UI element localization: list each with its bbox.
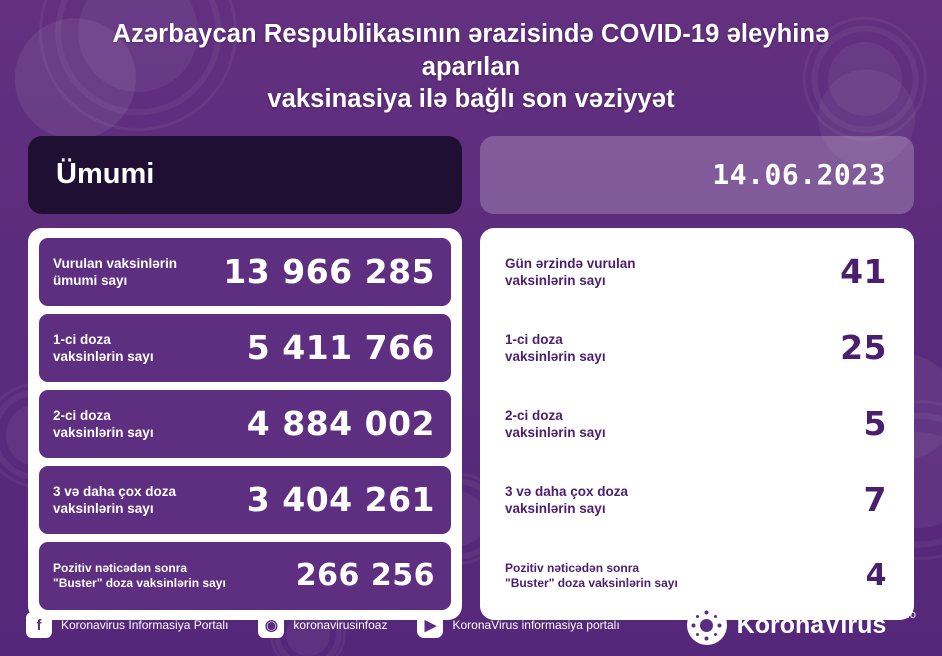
row-label	[53, 561, 226, 592]
table-row	[491, 466, 903, 534]
column-total	[28, 136, 462, 620]
page-title-line1: Azərbaycan Respublikasının ərazisində COVID-19 əleyhinə aparılan	[112, 20, 830, 81]
table-row	[39, 314, 451, 382]
footer	[0, 594, 942, 656]
row-label-line1: Pozitiv nəticədən sonra	[53, 560, 188, 575]
social-facebook[interactable]	[26, 612, 228, 638]
brand-logo	[687, 605, 916, 645]
row-label	[505, 483, 628, 518]
table-row	[39, 390, 451, 458]
social-instagram-label: koronavirusinfoaz	[293, 618, 388, 632]
row-label-line2: "Buster" doza vaksinlərin sayı	[505, 575, 678, 590]
social-instagram[interactable]	[258, 612, 387, 638]
row-label-line1: Vurulan vaksinlərin	[53, 255, 178, 271]
table-row	[491, 314, 903, 382]
row-value: 7	[863, 480, 887, 520]
row-label-line1: 3 və daha çox doza	[505, 483, 629, 499]
table-row	[491, 390, 903, 458]
social-youtube[interactable]	[417, 612, 619, 638]
instagram-icon[interactable]: ◉	[258, 612, 284, 638]
row-value: 13 966 285	[223, 252, 435, 292]
column-daily	[480, 136, 914, 620]
row-value: 4	[865, 558, 887, 594]
row-label	[53, 255, 177, 290]
row-value: 4 884 002	[246, 404, 435, 444]
virus-logo-icon	[687, 605, 727, 645]
column-daily-card	[480, 228, 914, 620]
row-label-line1: 1-ci doza	[53, 331, 111, 347]
column-daily-date: 14.06.2023	[712, 158, 886, 192]
row-label	[505, 331, 606, 366]
brand-name: KoronaVirus	[736, 610, 887, 639]
row-value: 5	[863, 404, 887, 444]
row-label	[53, 331, 154, 366]
row-label-line2: vaksinlərin sayı	[505, 424, 606, 440]
row-value: 5 411 766	[246, 328, 435, 368]
page-title-line2: vaksinasiya ilə bağlı son vəziyyət	[267, 85, 675, 114]
columns-container	[0, 126, 942, 620]
youtube-icon[interactable]: ▶	[417, 612, 443, 638]
facebook-icon[interactable]: f	[26, 612, 52, 638]
brand-suffix: info	[898, 609, 916, 621]
column-total-title: Ümumi	[56, 158, 155, 191]
row-label-line2: ümumi sayı	[53, 272, 128, 288]
row-label-line2: vaksinlərin sayı	[505, 348, 606, 364]
social-facebook-label: Koronavirus İnformasiya Portalı	[61, 618, 229, 632]
row-value: 25	[840, 328, 887, 368]
table-row	[491, 238, 903, 306]
row-label-line1: 1-ci doza	[505, 331, 563, 347]
page-title	[60, 18, 882, 116]
table-row	[39, 466, 451, 534]
row-label-line2: vaksinlərin sayı	[53, 348, 154, 364]
row-value: 41	[840, 252, 887, 292]
row-label-line1: 2-ci doza	[505, 407, 563, 423]
row-label-line2: vaksinlərin sayı	[505, 272, 606, 288]
row-label-line1: 2-ci doza	[53, 407, 111, 423]
row-label	[505, 561, 678, 592]
social-youtube-label: KoronaVirus informasiya portalı	[452, 618, 620, 632]
row-label-line2: "Buster" doza vaksinlərin sayı	[53, 575, 226, 590]
column-daily-header	[480, 136, 914, 214]
row-label-line1: Gün ərzində vurulan	[505, 255, 636, 271]
row-label	[505, 407, 606, 442]
row-value: 3 404 261	[246, 480, 435, 520]
column-total-card	[28, 228, 462, 620]
row-label	[53, 483, 176, 518]
page-header	[0, 0, 942, 126]
row-label-line2: vaksinlərin sayı	[53, 500, 154, 516]
row-label-line1: Pozitiv nəticədən sonra	[505, 560, 640, 575]
row-label	[505, 255, 636, 290]
column-total-header	[28, 136, 462, 214]
row-value: 266 256	[295, 558, 435, 594]
row-label	[53, 407, 154, 442]
row-label-line1: 3 və daha çox doza	[53, 483, 177, 499]
row-label-line2: vaksinlərin sayı	[505, 500, 606, 516]
row-label-line2: vaksinlərin sayı	[53, 424, 154, 440]
table-row	[39, 238, 451, 306]
